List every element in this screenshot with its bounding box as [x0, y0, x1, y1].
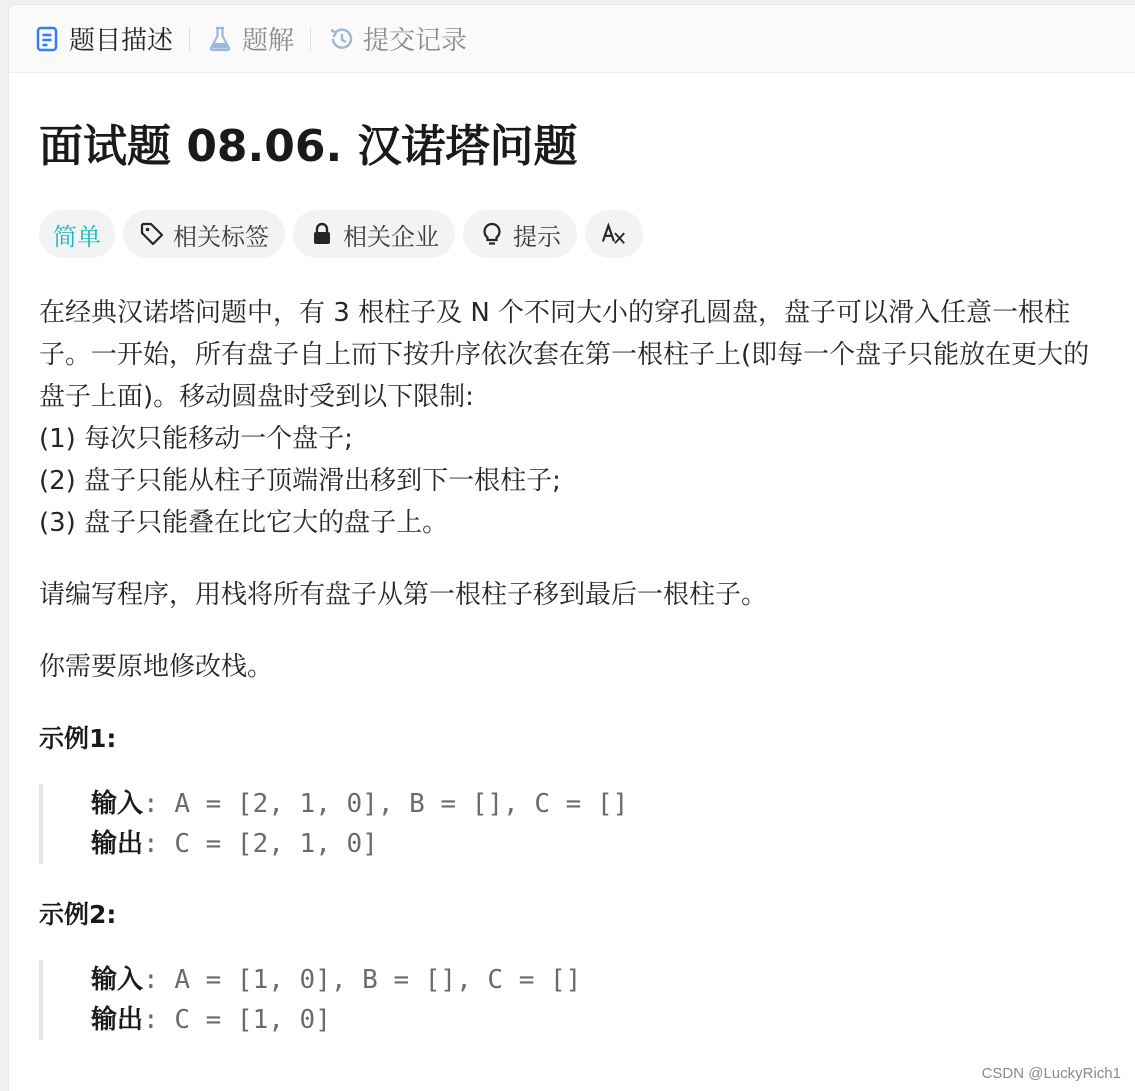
- problem-title[interactable]: 面试题 08.06. 汉诺塔问题: [39, 117, 1106, 177]
- example-title: 示例1:: [39, 718, 1106, 760]
- example-input-value: : A = [2, 1, 0], B = [], C = []: [143, 789, 628, 819]
- problem-description: [39, 292, 1106, 1040]
- tab-description[interactable]: [33, 20, 173, 57]
- description-task: 请编写程序，用栈将所有盘子从第一根柱子移到最后一根柱子。: [39, 574, 1106, 616]
- document-icon: [33, 25, 61, 53]
- description-rule: (2) 盘子只能从柱子顶端滑出移到下一根柱子;: [39, 460, 1106, 502]
- description-intro: 在经典汉诺塔问题中，有 3 根柱子及 N 个不同大小的穿孔圆盘，盘子可以滑入任意一根柱子。一开始，所有盘子自上而下按升序依次套在第一根柱子上(即每一个盘子只能放在更大的盘子上面)。移动圆盘时受到以下限制:: [39, 292, 1106, 418]
- tab-divider: [189, 27, 190, 51]
- difficulty-badge: 简单: [39, 210, 115, 258]
- hint-button[interactable]: [463, 210, 577, 258]
- example-input-label: 输入: [91, 965, 143, 995]
- watermark: CSDN @LuckyRich1: [982, 1065, 1121, 1082]
- example-output-value: : C = [2, 1, 0]: [143, 829, 378, 859]
- example-output-label: 输出: [91, 829, 143, 859]
- related-tags-label: 相关标签: [173, 217, 269, 252]
- related-companies-label: 相关企业: [343, 217, 439, 252]
- tab-bar: [9, 5, 1135, 73]
- example-title: 示例2:: [39, 894, 1106, 936]
- tag-row: [39, 210, 1106, 258]
- example-output-label: 输出: [91, 1005, 143, 1035]
- tab-solutions-label: 题解: [242, 20, 294, 57]
- lock-icon: [309, 221, 335, 247]
- description-rule: (1) 每次只能移动一个盘子;: [39, 418, 1106, 460]
- tab-submissions[interactable]: [327, 20, 467, 57]
- problem-content: [9, 117, 1135, 1040]
- history-icon: [327, 25, 355, 53]
- problem-panel: [8, 4, 1135, 1091]
- translate-icon: [601, 221, 627, 247]
- example-output-value: : C = [1, 0]: [143, 1005, 331, 1035]
- description-rule: (3) 盘子只能叠在比它大的盘子上。: [39, 502, 1106, 544]
- tag-icon: [139, 221, 165, 247]
- description-note: 你需要原地修改栈。: [39, 646, 1106, 688]
- tab-description-label: 题目描述: [69, 20, 173, 57]
- example-input-line: [91, 784, 1106, 824]
- lightbulb-icon: [479, 221, 505, 247]
- related-tags-button[interactable]: [123, 210, 285, 258]
- example-block: [39, 784, 1106, 864]
- example-output-line: [91, 1000, 1106, 1040]
- example-block: [39, 960, 1106, 1040]
- related-companies-button[interactable]: [293, 210, 455, 258]
- example-input-label: 输入: [91, 789, 143, 819]
- translate-button[interactable]: [585, 210, 643, 258]
- tab-solutions[interactable]: [206, 20, 294, 57]
- example-input-line: [91, 960, 1106, 1000]
- flask-icon: [206, 25, 234, 53]
- example-input-value: : A = [1, 0], B = [], C = []: [143, 965, 581, 995]
- tab-divider: [310, 27, 311, 51]
- hint-label: 提示: [513, 217, 561, 252]
- tab-submissions-label: 提交记录: [363, 20, 467, 57]
- example-output-line: [91, 824, 1106, 864]
